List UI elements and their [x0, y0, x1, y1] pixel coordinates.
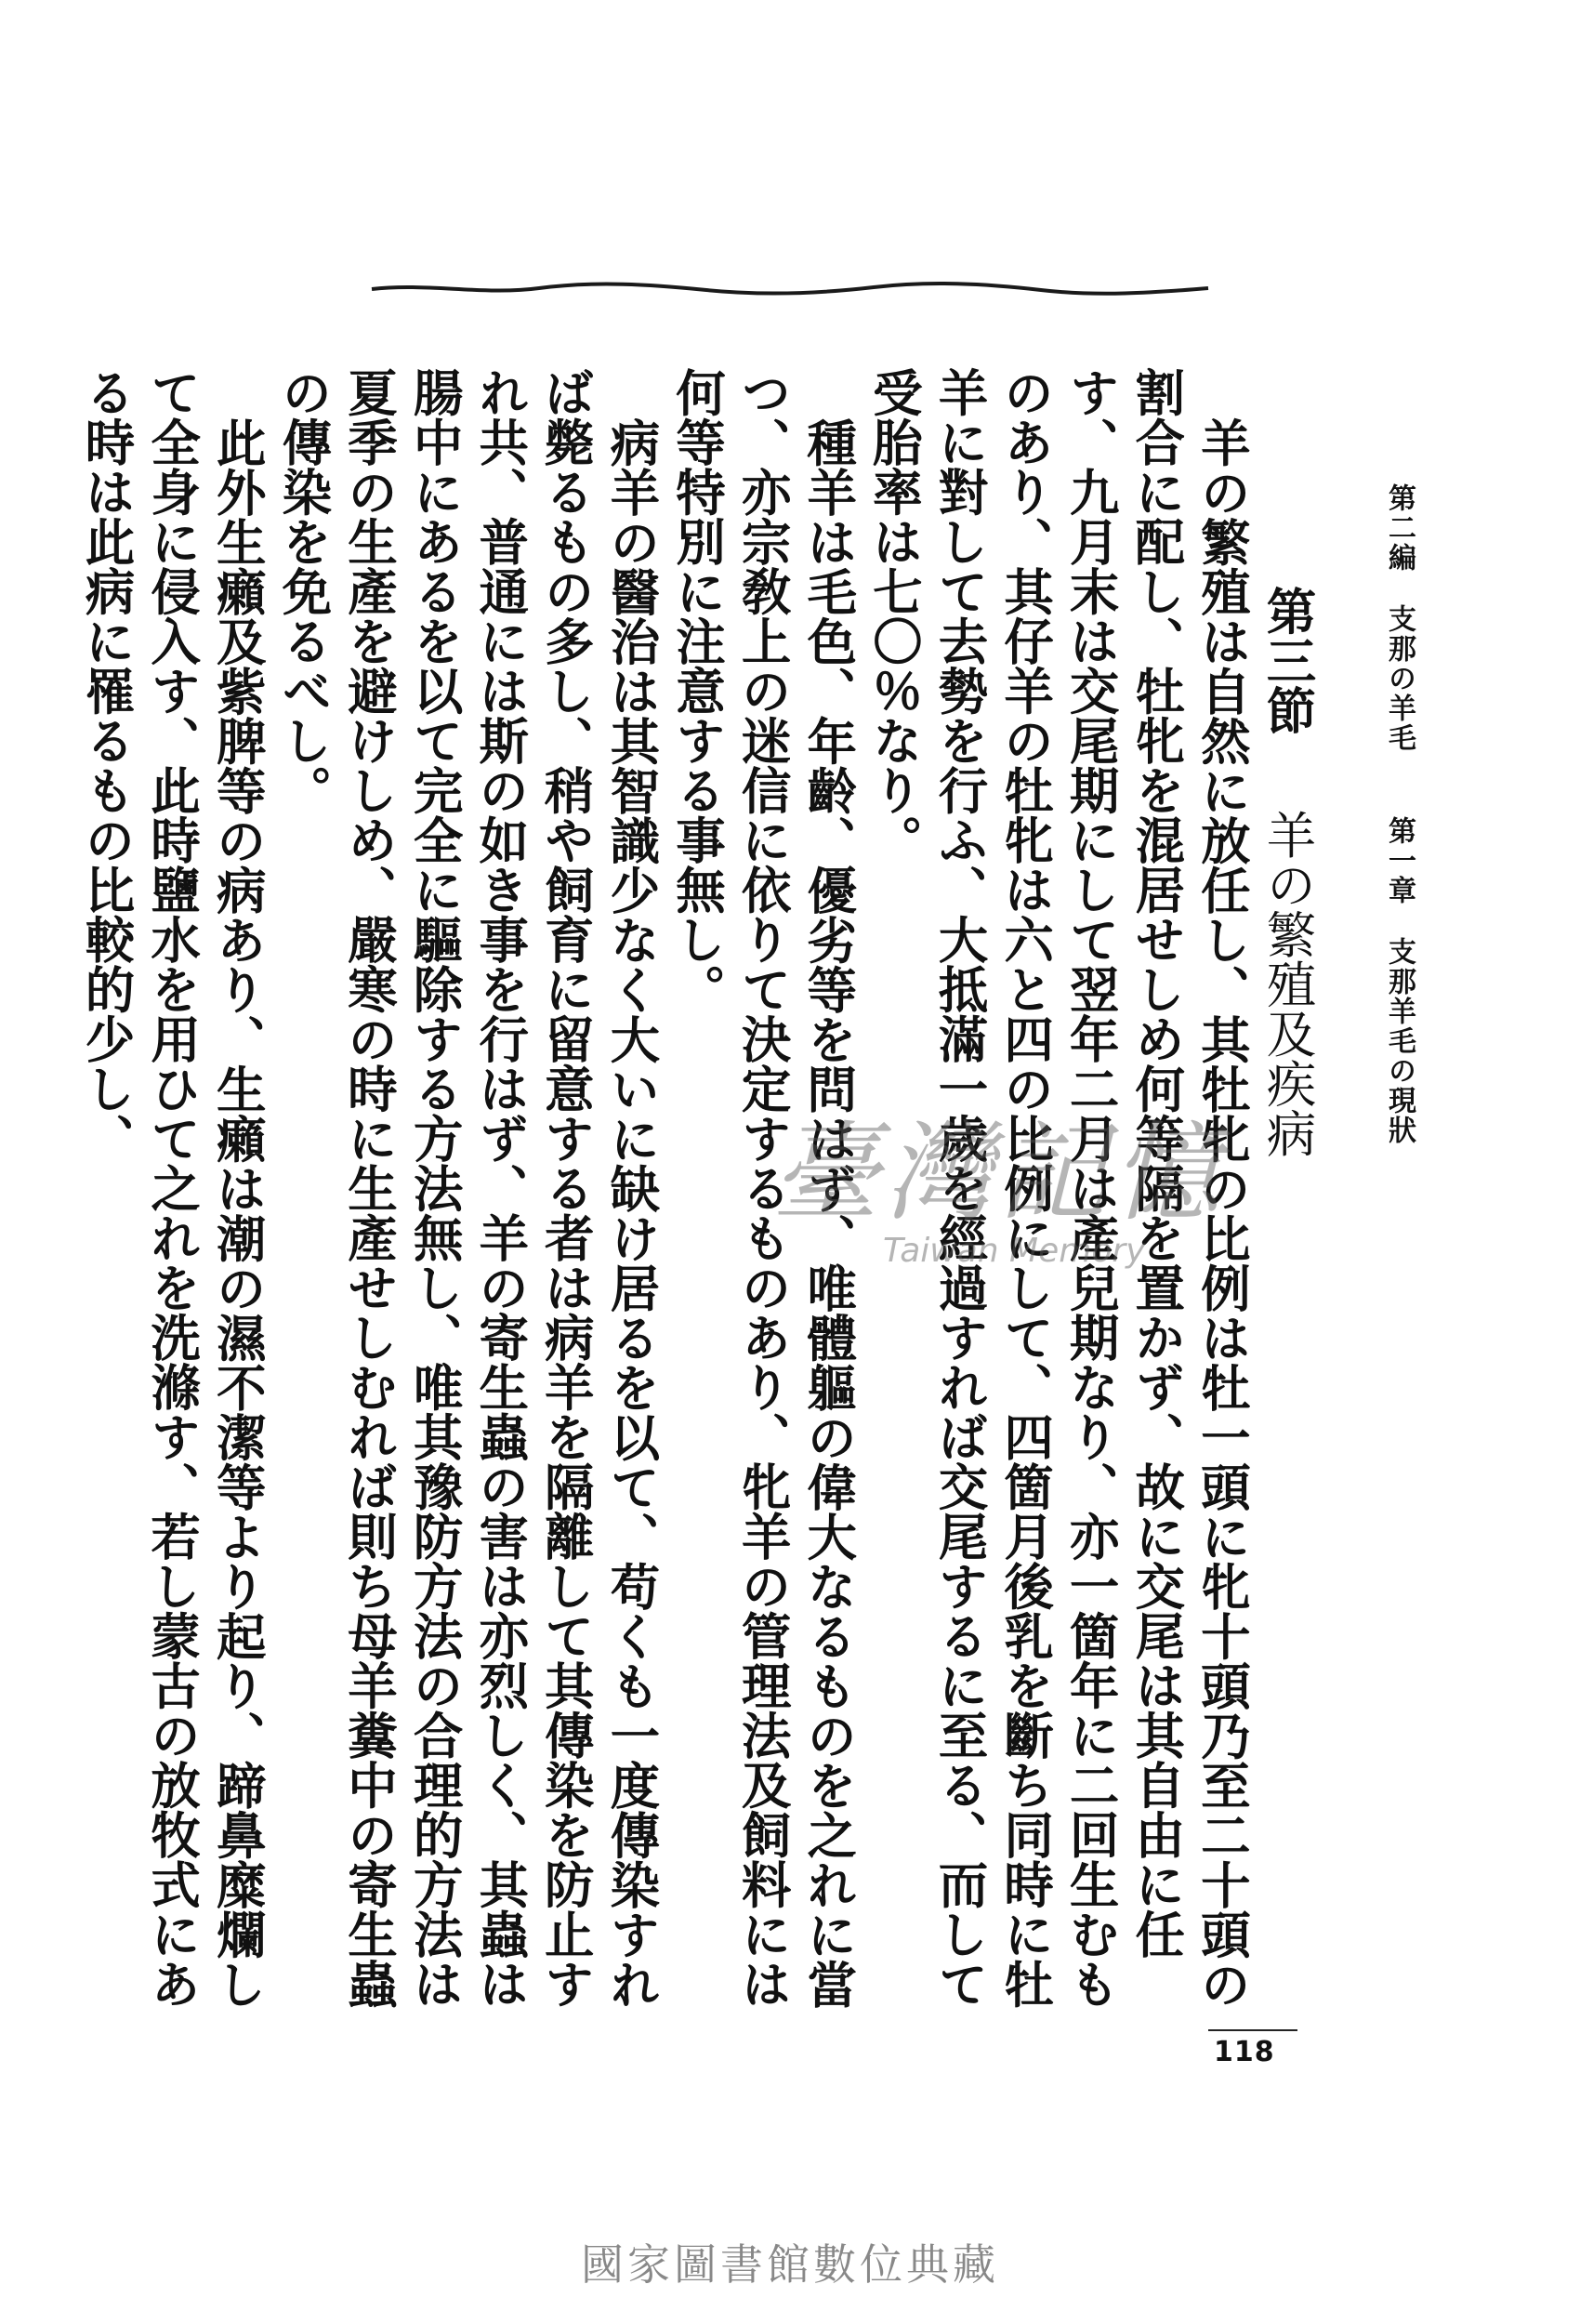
paragraph-4: 此外生癩及紫脾等の病あり、生癩は潮の濕不潔等より起り、蹄鼻糜爛して全身に侵入す、此時鹽水を用ひて之れを洗滌す、若し蒙古の放牧式にある時は此病に罹るもの比較的少し、 — [77, 367, 268, 2009]
top-rule — [372, 279, 1208, 299]
page-number-rule — [1208, 2029, 1297, 2031]
section-title: 羊の繁殖及疾病 — [1258, 810, 1317, 1158]
header-part: 第二編 — [1383, 483, 1415, 573]
header-chapter-title: 支那羊毛の現狀 — [1383, 937, 1415, 1145]
header-chapter: 第一章 — [1383, 816, 1415, 905]
watermark-main: 臺灣記憶 — [771, 1111, 1225, 1236]
page-number: 118 — [1214, 2036, 1275, 2068]
watermark-sub: Taiwan Memory — [883, 1232, 1146, 1270]
paragraph-2: 種羊は毛色、年齡、優劣等を問はず、唯體軀の偉大なるものを之れに當つ、亦宗敎上の迷信に依りて決定するものあり、牝羊の管理法及飼料には何等特別に注意する事無し。 — [667, 367, 858, 2009]
paragraph-1: 羊の繁殖は自然に放任し、其牡牝の比例は牡一頭に牝十頭乃至二十頭の割合に配し、牡牝を混居せしめ何等隔を置かず、故に交尾は其自由に任す、九月末は交尾期にして翌年二月は產兒期なり、亦一箇年に二回生むものあり、其仔羊の牡牝は六と四の比例にして、四箇月後乳を斷ち同時に牡羊に對して去勢を行ふ、大抵滿一歲を經過すれば交尾するに至る、而して受胎率は七〇％なり。 — [864, 367, 1252, 2009]
footer-caption: 國家圖書館數位典藏 — [581, 2239, 999, 2290]
section-heading — [1254, 367, 1320, 2031]
paragraph-3: 病羊の醫治は其智識少なく大いに缺け居るを以て、苟くも一度傳染すれば斃るもの多し、稍や飼育に留意する者は病羊を隔離して其傳染を防止すれ共、普通には斯の如き事を行はず、羊の寄生蟲の害は亦烈しく、其蟲は腸中にあるを以て完全に驅除する方法無し、唯其豫防方法の合理的方法は夏季の生產を避けしめ、嚴寒の時に生產せしむれば則ち母羊糞中の寄生蟲の傳染を免るべし。 — [273, 367, 661, 2009]
body-text — [77, 367, 1320, 2031]
section-number: 第三節 — [1258, 586, 1317, 735]
running-header — [1385, 483, 1413, 1145]
header-part-title: 支那の羊毛 — [1383, 604, 1415, 753]
